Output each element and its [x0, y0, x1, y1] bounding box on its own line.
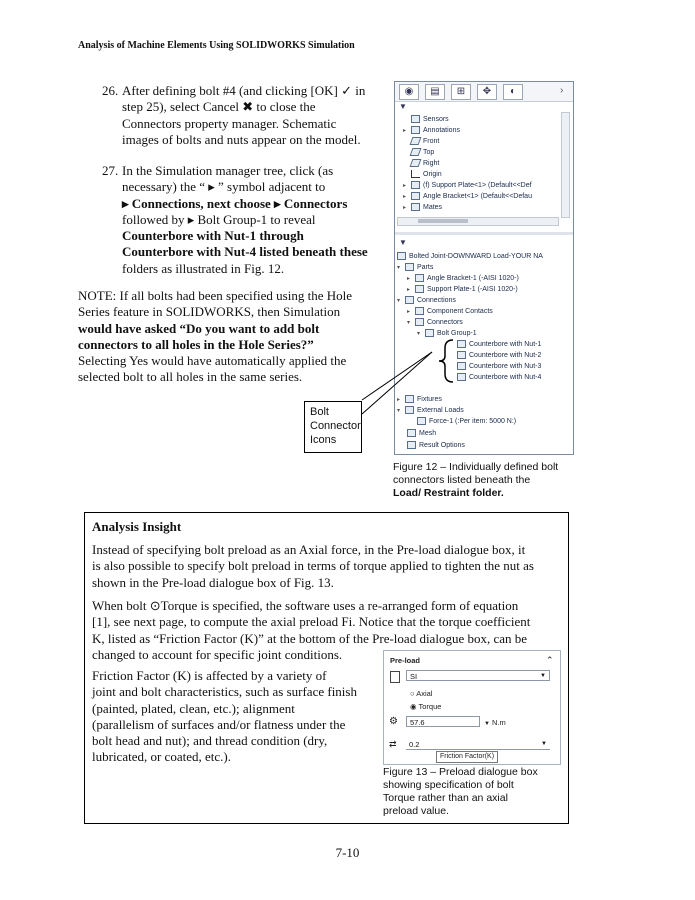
step-26-line: step 25), select Cancel ✖ to close the	[122, 99, 316, 115]
tree-item-mesh[interactable]: Mesh	[407, 428, 436, 439]
caption-line: connectors listed beneath the	[393, 474, 531, 486]
plane-icon	[410, 159, 422, 167]
torque-unit-select[interactable]: ▼ N.m	[484, 718, 506, 727]
tree-item-counterbore-nut-2[interactable]: Counterbore with Nut-2	[457, 350, 541, 361]
property-manager-icon[interactable]: ▤	[425, 84, 445, 100]
bolt-group-icon	[425, 329, 434, 337]
note-line: Selecting Yes would have automatically applied the	[78, 353, 347, 369]
insight-line: [1], see next page, to compute the axial preload Fi. Notice that the torque coefficient	[92, 614, 531, 630]
bolt-connector-callout	[304, 401, 362, 453]
insight-line: lubricated, or coated, etc.).	[92, 749, 231, 765]
callout-leader-lines	[360, 340, 440, 430]
step-26-line: After defining bolt #4 (and clicking [OK] ✓ in	[122, 83, 366, 98]
tree-item-mates[interactable]: ▸ Mates	[403, 202, 442, 213]
figure-12-caption	[393, 461, 593, 500]
step-27-line: folders as illustrated in Fig. 12.	[122, 260, 285, 276]
plane-icon	[410, 148, 422, 156]
tree-item-result-options[interactable]: Result Options	[407, 440, 465, 451]
note-line: connectors to all holes in the Hole Series?”	[78, 336, 314, 352]
step-27-line: In the Simulation manager tree, click (as	[122, 163, 334, 178]
insight-line: (parallelism of surfaces and/or flatness under the	[92, 716, 346, 732]
step-27-line: necessary) the “ ▸ ” symbol adjacent to	[122, 179, 326, 195]
collapse-icon: ▾	[397, 265, 401, 271]
step-27-line: followed by ▸ Bolt Group-1 to reveal	[122, 211, 316, 227]
step-26-text	[122, 83, 365, 148]
step-26	[102, 83, 392, 153]
caption-line: preload value.	[383, 805, 449, 817]
note-line: NOTE: If all bolts had been specified using the Hole	[78, 288, 353, 303]
tree-item-front[interactable]: Front	[403, 136, 439, 147]
insight-line: K, listed as “Friction Factor (K)” at the bottom of the Pre-load dialogue box, can be	[92, 630, 528, 646]
sensors-icon	[411, 115, 420, 123]
step-27-line: Counterbore with Nut-1 through	[122, 228, 304, 244]
dimxpert-icon[interactable]: ✥	[477, 84, 497, 100]
running-header: Analysis of Machine Elements Using SOLIDWORKS Simulation	[78, 40, 355, 51]
friction-icon: ⇄	[389, 739, 397, 749]
callout-line: Icons	[310, 434, 337, 446]
tree-item-counterbore-nut-3[interactable]: Counterbore with Nut-3	[457, 361, 541, 372]
torque-icon: ⚙	[389, 716, 398, 727]
connections-icon	[405, 296, 414, 304]
insight-line: is also possible to specify bolt preload in terms of torque applied to tighten the nut as	[92, 558, 534, 574]
step-26-number: 26.	[102, 83, 119, 98]
insight-paragraph-3	[92, 668, 382, 766]
callout-line: Bolt	[310, 406, 329, 418]
insight-line: Friction Factor (K) is affected by a variety of	[92, 668, 327, 683]
result-options-icon	[407, 441, 416, 449]
tree-item-force-1[interactable]: Force-1 (:Per item: 5000 N:)	[417, 416, 516, 427]
expand-icon: ▸	[403, 183, 407, 189]
tree-item-right[interactable]: Right	[403, 158, 439, 169]
collapse-icon: ▾	[417, 331, 421, 337]
unit-system-select[interactable]: SI ▼	[406, 670, 550, 681]
collapse-icon: ▾	[397, 408, 401, 414]
part-icon	[415, 285, 424, 293]
filter-icon[interactable]: ▼	[399, 102, 407, 111]
insight-line: changed to account for specific joint conditions.	[92, 646, 343, 662]
note-line: selected bolt to all holes in the same series.	[78, 369, 303, 385]
step-27-number: 27.	[102, 163, 119, 178]
insight-line: shown in the Pre-load dialogue box of Fig. 13.	[92, 574, 334, 590]
tree-item-support-plate-part[interactable]: ▸ Support Plate-1 (-AISI 1020-)	[407, 284, 518, 295]
part-icon	[415, 274, 424, 282]
expand-icon: ▸	[397, 397, 401, 403]
axial-radio[interactable]: ○ Axial	[410, 689, 433, 698]
step-26-line: Connectors property manager. Schematic	[122, 115, 337, 131]
insight-line: Instead of specifying bolt preload as an Axial force, in the Pre-load dialogue box, it	[92, 542, 526, 557]
step-26-line: images of bolts and nuts appear on the model.	[122, 131, 361, 147]
note-paragraph	[78, 288, 383, 386]
insight-line: When bolt ⊙Torque is specified, the software uses a re-arranged form of equation	[92, 598, 519, 613]
tree-item-angle-bracket[interactable]: ▸ Angle Bracket<1> (Default<<Defau	[403, 191, 532, 202]
radio-selected-icon: ◉	[410, 702, 417, 711]
insight-title: Analysis Insight	[92, 519, 182, 534]
bolt-connector-icon	[457, 351, 466, 359]
mates-icon	[411, 203, 420, 211]
connectors-icon	[415, 318, 424, 326]
preload-dialog	[383, 650, 561, 738]
chevron-down-icon: ▼	[540, 673, 546, 679]
insight-paragraph-1	[92, 542, 562, 591]
bolt-connector-icon	[457, 362, 466, 370]
tree-item-bolt-group-1[interactable]: ▾ Bolt Group-1	[417, 328, 477, 339]
horizontal-scrollbar[interactable]	[397, 217, 559, 226]
feature-manager-icon[interactable]: ◉	[399, 84, 419, 100]
chevron-right-icon[interactable]: ›	[560, 85, 564, 96]
expand-icon: ▸	[403, 194, 407, 200]
insight-line: joint and bolt characteristics, such as surface finish	[92, 684, 357, 700]
bolt-connector-icon	[457, 373, 466, 381]
tree-item-counterbore-nut-4[interactable]: Counterbore with Nut-4	[457, 372, 541, 383]
tree-item-parts[interactable]: ▾ Parts	[397, 262, 433, 273]
tree-item-origin[interactable]: Origin	[403, 169, 442, 180]
expand-icon: ▸	[403, 205, 407, 211]
panel-divider[interactable]	[395, 232, 573, 235]
feature-tree-toolbar	[395, 82, 573, 102]
note-line: Series feature in SOLIDWORKS, then Simulation	[78, 304, 341, 320]
friction-factor-tooltip: Friction Factor(K)	[436, 751, 498, 763]
tree-item-top[interactable]: Top	[403, 147, 434, 158]
tree-item-external-loads[interactable]: ▾ External Loads	[397, 405, 464, 416]
caption-line: Figure 13 – Preload dialogue box	[383, 766, 538, 778]
tree-item-connectors[interactable]: ▾ Connectors	[407, 317, 463, 328]
preload-title: Pre-load	[390, 656, 421, 665]
filter-icon[interactable]: ▼	[399, 238, 407, 247]
annotations-icon	[411, 126, 420, 134]
bolt-connector-icon	[457, 340, 466, 348]
tree-item-support-plate[interactable]: ▸ (f) Support Plate<1> (Default<<Def	[403, 180, 532, 191]
caption-line: Figure 12 – Individually defined bolt	[393, 461, 559, 473]
friction-row	[383, 736, 561, 765]
radio-unselected-icon: ○	[410, 689, 415, 698]
chevron-down-icon: ▼	[484, 721, 490, 727]
caption-line: Torque rather than an axial	[383, 792, 508, 804]
chevron-down-icon: ▼	[541, 741, 547, 747]
tree-item-sensors[interactable]: Sensors	[403, 114, 449, 125]
part-icon	[411, 192, 420, 200]
tree-item-annotations[interactable]: ▸ Annotations	[403, 125, 460, 136]
configuration-manager-icon[interactable]: ⊞	[451, 84, 471, 100]
insight-line: (painted, plated, clean, etc.); alignment	[92, 700, 295, 716]
vertical-scrollbar[interactable]	[561, 112, 570, 218]
callout-line: Connector	[310, 420, 361, 432]
origin-icon	[411, 170, 420, 178]
expand-icon: ▸	[407, 309, 411, 315]
figure-13-caption	[383, 766, 568, 818]
page-number: 7-10	[335, 845, 360, 860]
note-line: would have asked “Do you want to add bolt	[78, 320, 320, 336]
caption-line: Load/ Restraint folder.	[393, 487, 504, 499]
friction-factor-input[interactable]: 0.2 ▼	[406, 739, 550, 750]
step-27-text	[122, 163, 368, 277]
tree-item-study[interactable]: Bolted Joint-DOWNWARD Load-YOUR NA	[397, 251, 543, 262]
caption-line: showing specification of bolt	[383, 779, 514, 791]
mesh-icon	[407, 429, 416, 437]
tree-item-counterbore-nut-1[interactable]: Counterbore with Nut-1	[457, 339, 541, 350]
plane-icon	[410, 137, 422, 145]
tree-item-fixtures[interactable]: ▸ Fixtures	[397, 394, 442, 405]
parts-icon	[405, 263, 414, 271]
part-icon	[411, 181, 420, 189]
collapse-icon[interactable]: ⌃	[546, 655, 554, 665]
tree-item-angle-bracket-part[interactable]: ▸ Angle Bracket-1 (-AISI 1020-)	[407, 273, 519, 284]
step-27-line: Counterbore with Nut-4 listed beneath these	[122, 244, 368, 260]
study-icon	[397, 252, 406, 260]
expand-icon: ▸	[407, 287, 411, 293]
unit-icon	[390, 671, 400, 683]
insight-line: bolt head and nut); and thread condition (dry,	[92, 733, 328, 749]
step-27-line: ▸ Connections, next choose ▸ Connectors	[122, 195, 348, 211]
expand-icon: ▸	[407, 276, 411, 282]
collapse-icon: ▾	[407, 320, 411, 326]
tree-item-component-contacts[interactable]: ▸ Component Contacts	[407, 306, 493, 317]
expand-icon: ▸	[403, 128, 407, 134]
step-27	[102, 163, 392, 283]
tree-item-connections[interactable]: ▾ Connections	[397, 295, 456, 306]
contacts-icon	[415, 307, 424, 315]
display-manager-icon[interactable]: ◐	[503, 84, 523, 100]
torque-radio[interactable]: ◉ Torque	[410, 702, 442, 711]
collapse-icon: ▾	[397, 298, 401, 304]
torque-value-input[interactable]: 57.6	[406, 716, 480, 727]
